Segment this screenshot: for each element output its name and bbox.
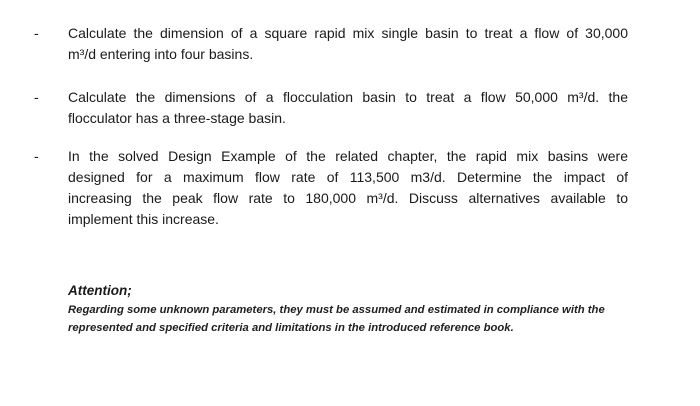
question-line: Calculate the dimension of a square rapid mix single basin to treat a flow of 30,000 [68,25,628,41]
question-line: increasing the peak flow rate to 180,000 m³/d. Discuss alternatives available to [68,190,628,206]
question-line: Calculate the dimensions of a flocculation basin to treat a flow 50,000 m³/d. the [68,89,628,105]
attention-line: Regarding some unknown parameters, they must be assumed and estimated in compliance with the [68,304,605,316]
question-line: implement this increase. [68,211,219,227]
question-text [68,23,628,65]
attention-note [68,281,648,337]
attention-line: represented and specified criteria and limitations in the introduced reference book. [68,322,514,334]
attention-title: Attention; [68,283,132,298]
bullet-marker: - [34,25,39,41]
question-line: flocculator has a three-stage basin. [68,110,286,126]
question-text [68,146,628,230]
question-line: m³/d entering into four basins. [68,46,254,62]
question-text [68,87,628,129]
question-line: In the solved Design Example of the related chapter, the rapid mix basins were [68,148,628,164]
question-line: designed for a maximum flow rate of 113,500 m3/d. Determine the impact of [68,169,628,185]
bullet-marker: - [34,89,39,105]
attention-body [68,301,648,337]
bullet-marker: - [34,148,39,164]
